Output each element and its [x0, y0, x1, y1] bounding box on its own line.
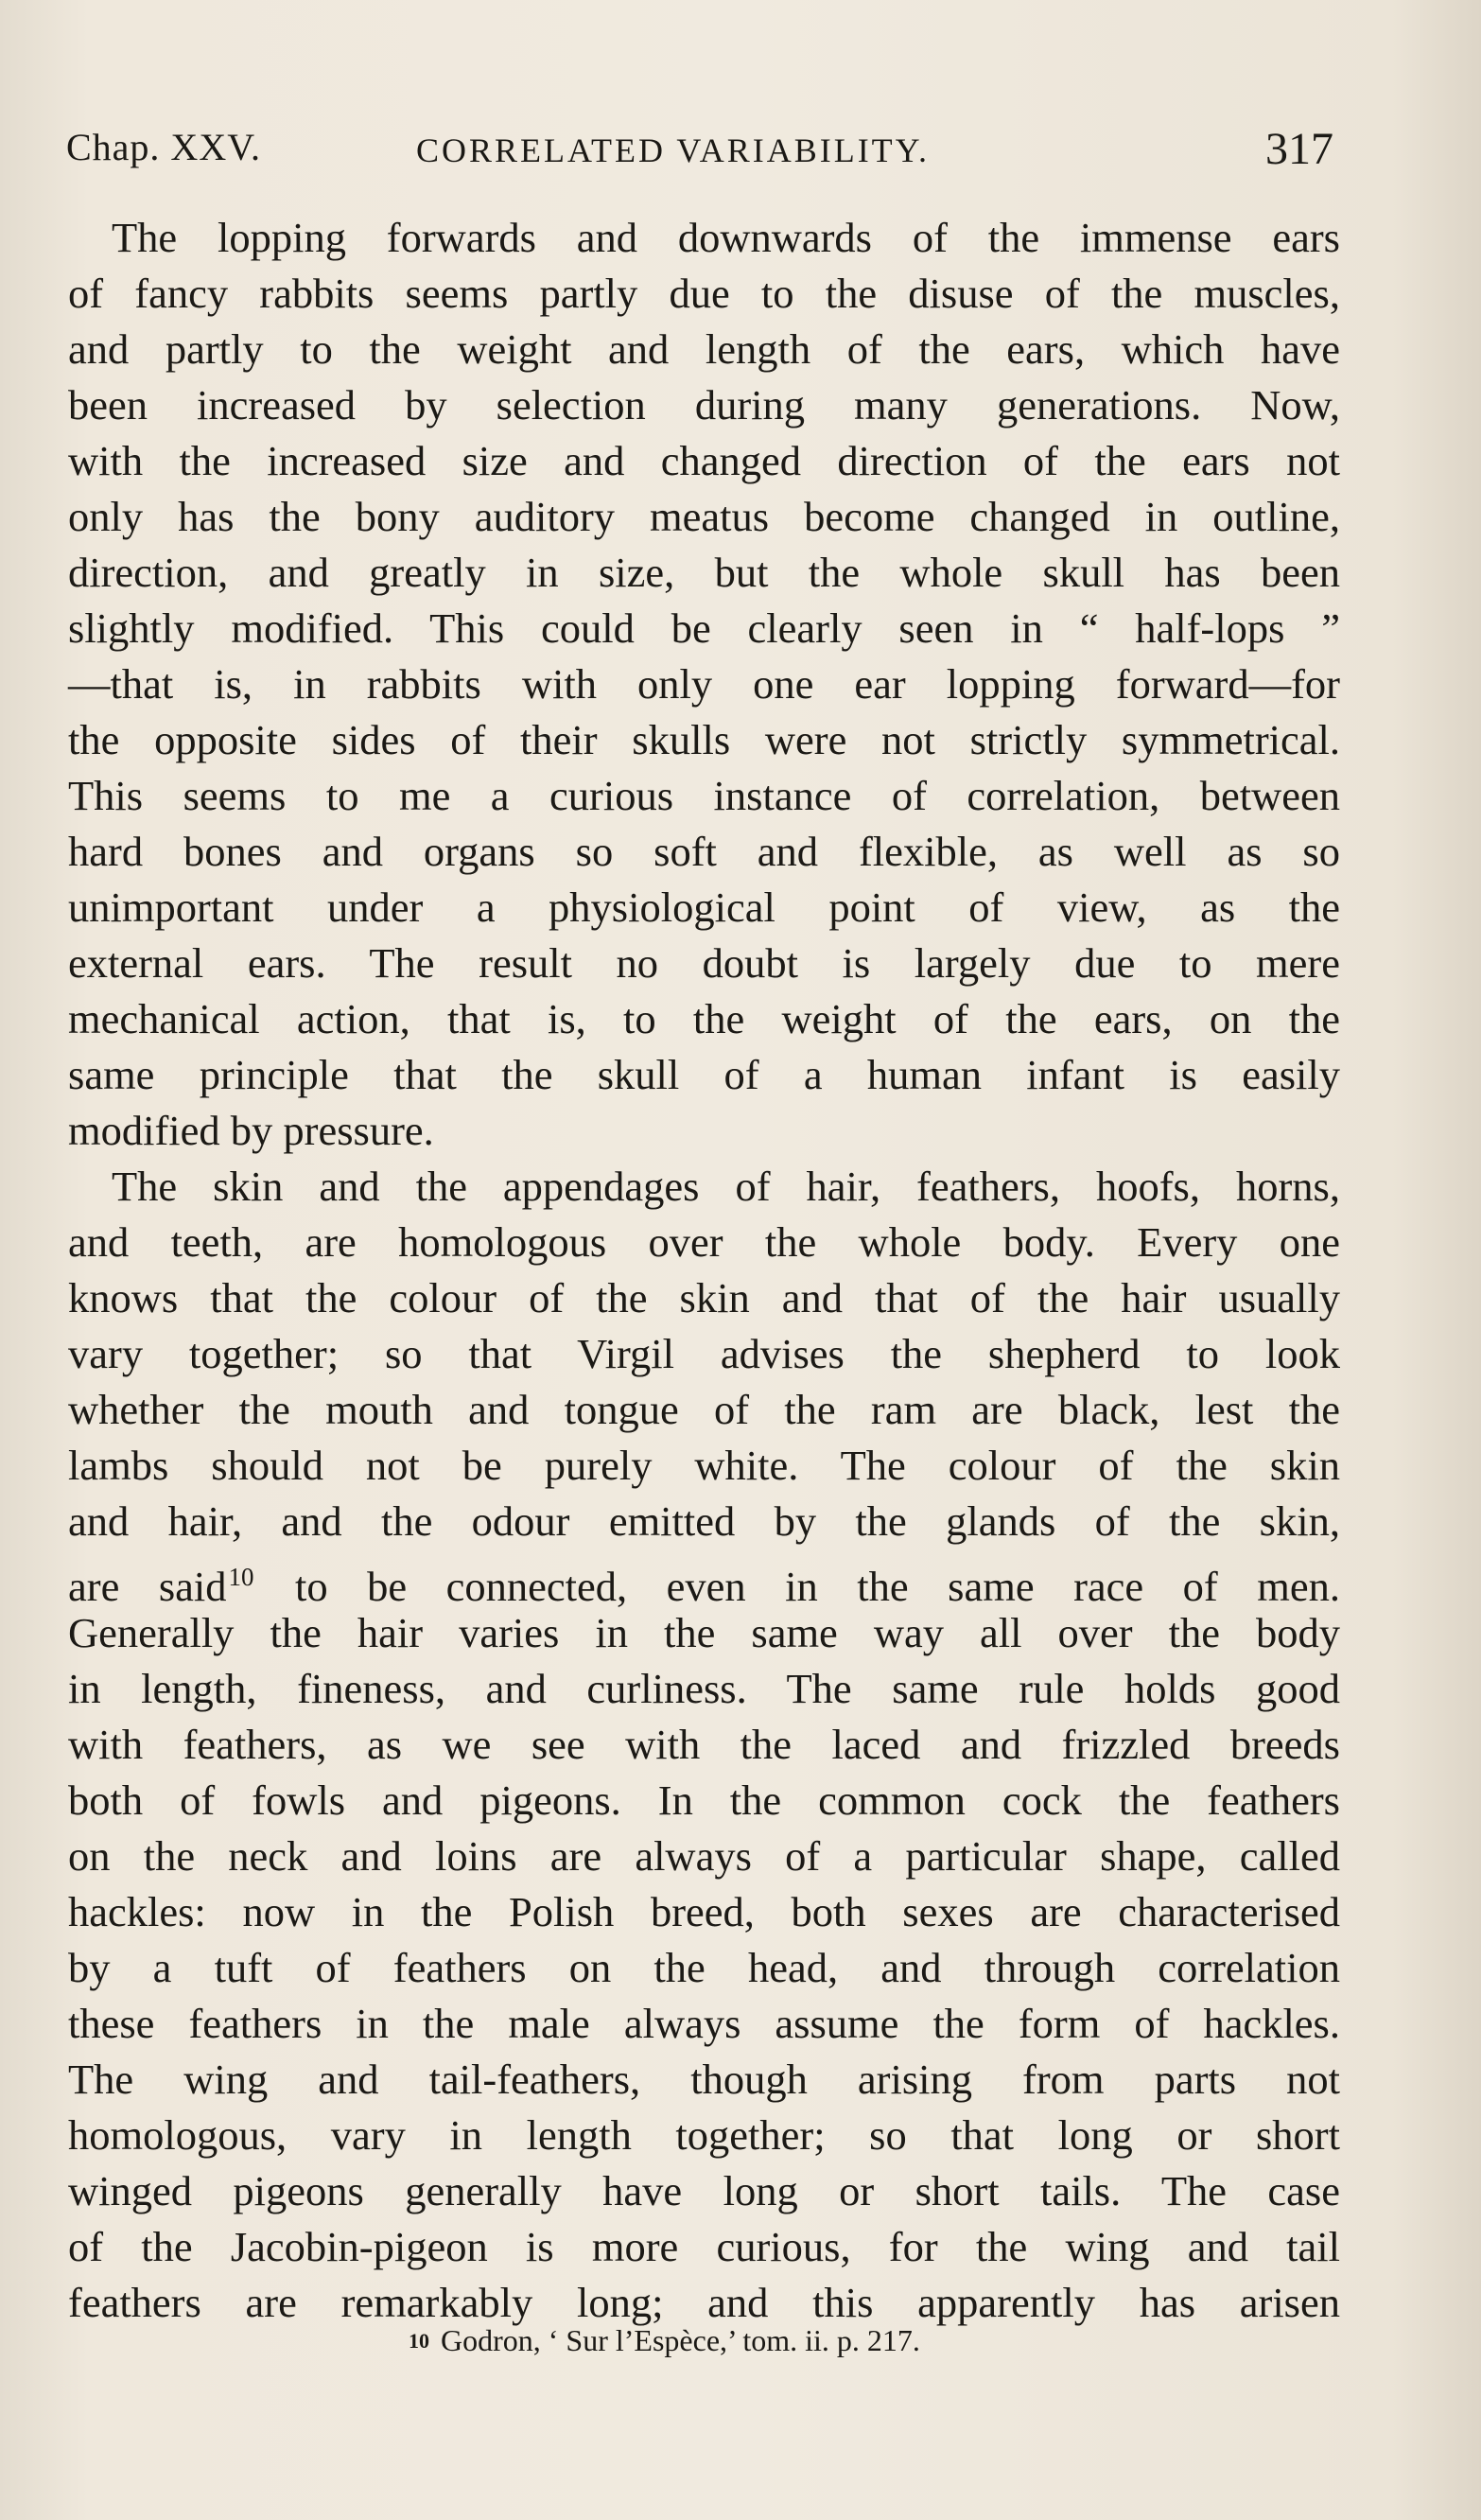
text-line: and teeth, are homologous over the whole body. Every one [68, 1218, 1340, 1266]
text-line: only has the bony auditory meatus become changed in outline, [68, 493, 1340, 540]
footnote-text: Godron, ‘ Sur l’Espèce,’ tom. ii. p. 217. [441, 2323, 920, 2357]
text-line: on the neck and loins are always of a particular shape, called [68, 1832, 1340, 1880]
text-line: unimportant under a physiological point of view, as the [68, 884, 1340, 931]
running-head [66, 125, 1333, 182]
text-line: Generally the hair varies in the same way all over the body [68, 1609, 1340, 1656]
body-text [68, 210, 1340, 2331]
text-line: whether the mouth and tongue of the ram are black, lest the [68, 1386, 1340, 1433]
text-line: and partly to the weight and length of the ears, which have [68, 325, 1340, 373]
text-line: The skin and the appendages of hair, feathers, hoofs, horns, [112, 1163, 1340, 1210]
text-line: feathers are remarkably long; and this apparently has arisen [68, 2279, 1340, 2326]
text-line: been increased by selection during many generations. Now, [68, 381, 1340, 429]
text-line: the opposite sides of their skulls were not strictly symmetrical. [68, 716, 1340, 763]
text-line: and hair, and the odour emitted by the glands of the skin, [68, 1497, 1340, 1545]
text-line: with feathers, as we see with the laced and frizzled breeds [68, 1721, 1340, 1768]
text-line: lambs should not be purely white. The colour of the skin [68, 1442, 1340, 1489]
page-number: 317 [1265, 124, 1333, 174]
text-segment: to be connected, even in the same race of men. [255, 1563, 1340, 1610]
text-line: same principle that the skull of a human infant is easily [68, 1051, 1340, 1098]
chapter-label: Chap. XXV. [66, 126, 261, 168]
running-title: CORRELATED VARIABILITY. [416, 131, 931, 169]
text-line: hackles: now in the Polish breed, both sexes are characterised [68, 1888, 1340, 1935]
text-line: modified by pressure. [68, 1107, 434, 1154]
text-line: hard bones and organs so soft and flexible, as well as so [68, 828, 1340, 875]
text-line: by a tuft of feathers on the head, and through correlation [68, 1944, 1340, 1991]
footnote-number: 10 [409, 2329, 429, 2353]
text-line: of the Jacobin-pigeon is more curious, for the wing and tail [68, 2223, 1340, 2270]
text-line-with-footnote [68, 1549, 1340, 1610]
text-line: The wing and tail-feathers, though arising from parts not [68, 2056, 1340, 2103]
text-line: knows that the colour of the skin and that of the hair usually [68, 1274, 1340, 1321]
text-segment: are said [68, 1563, 227, 1610]
text-line: both of fowls and pigeons. In the common cock the feathers [68, 1776, 1340, 1824]
footnote-reference[interactable]: 10 [228, 1563, 254, 1591]
text-line: direction, and greatly in size, but the whole skull has been [68, 549, 1340, 596]
text-line: homologous, vary in length together; so that long or short [68, 2111, 1340, 2159]
paragraph-1 [68, 210, 1340, 1159]
text-line: vary together; so that Virgil advises the shepherd to look [68, 1330, 1340, 1377]
text-line: The lopping forwards and downwards of the immense ears [112, 214, 1340, 261]
text-line: these feathers in the male always assume the form of hackles. [68, 2000, 1340, 2047]
paragraph-2 [68, 1159, 1340, 2331]
text-line: external ears. The result no doubt is largely due to mere [68, 939, 1340, 987]
text-line: in length, fineness, and curliness. The same rule holds good [68, 1665, 1340, 1712]
footnote [409, 2323, 920, 2358]
text-line: slightly modified. This could be clearly seen in “ half-lops ” [68, 604, 1340, 652]
text-line: mechanical action, that is, to the weight of the ears, on the [68, 995, 1340, 1042]
text-line: winged pigeons generally have long or short tails. The case [68, 2167, 1340, 2214]
text-line: This seems to me a curious instance of correlation, between [68, 772, 1340, 819]
text-line: with the increased size and changed direction of the ears not [68, 437, 1340, 484]
text-line: of fancy rabbits seems partly due to the disuse of the muscles, [68, 270, 1340, 317]
text-line: —that is, in rabbits with only one ear lopping forward—for [68, 660, 1340, 708]
